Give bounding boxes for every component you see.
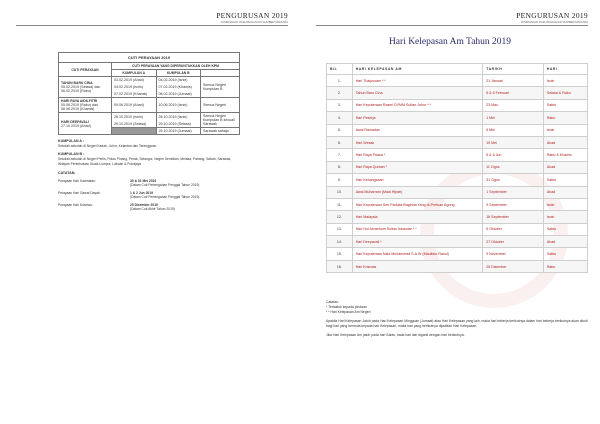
col-tarikh: TARIKH [483,64,544,75]
footnote-paragraph-2: Jika Hari Kelepasan Am jatuh pada hari Sabtu, tiada hari lain diganti dengan hari berikutnya. [326,332,465,337]
cell-day: Isnin [543,75,587,87]
table-row [327,87,588,99]
catatan-label: Perayaan Hari Krismas: [58,202,93,207]
table-row [327,161,588,173]
cell-date: 1 September [483,186,544,198]
table-row [327,260,588,272]
table-row [327,75,588,87]
cell-day: Selasa & Rabu [543,87,587,99]
kumpulan-notes [58,139,240,211]
cell-holiday-name: Hari Malaysia [352,211,483,223]
cell-b: 25.10.2019 (Jumaat) [156,128,201,135]
cell-day: Ahad [543,236,587,248]
table-row [327,248,588,260]
col-note [201,70,240,77]
kumpulan-b-title: KUMPULAN B : [58,152,85,157]
col-kumpulan-a: KUMPULAN A [112,70,157,77]
cell-holiday-name: Hari Keputeraan Rasmi DYMM Sultan Johor * * [352,99,483,111]
cell-bil: 8. [327,161,353,173]
table-row [327,236,588,248]
table-row [327,211,588,223]
cell-note: Semua Negeri [201,98,240,113]
header-title: PENGURUSAN 2019 [516,11,588,20]
cell-bil: 7. [327,149,353,161]
cell-date: 21 Januari [483,75,544,87]
cell-holiday-name: Hari Hol Almarhum Sultan Iskandar * * [352,223,483,235]
cell-note: Semua Negeri Kumpulan B [201,77,240,98]
cell-a: 07.02.2019 (Khamis) [114,92,148,96]
row-category-dates: 05.06.2019 (Rabu) dan 06.06.2019 (Khamis) [61,103,98,111]
header-divider [16,25,288,26]
footnote-paragraph-1: Apabila Hari Kelepasan Jatuh pada Hari Kelepasan Mingguan (Jumaat) atau Hari Kelepasan yang lain, maka hari bekerja berikutnya dalam hari bekerja berikutnya akan dicuti bagi hari yang bermula kepada hari Kelepasan, maka hari yang berikutnya dijadikan Hari Kelepasan. [326,319,588,329]
cuti-perayaan-scan [58,52,240,211]
catatan-sub: (Dalam Cuti Pertengahan Penggal Tahun 2019) [130,183,200,188]
cell-holiday-name: Hari Raya Puasa * [352,149,483,161]
catatan-value: 25 Disember 2019 [130,202,158,207]
cell-date: 9 November [483,248,544,260]
cell-bil: 6. [327,136,353,148]
row-category: TAHUN BARU CINA [61,81,93,85]
table-row [327,198,588,210]
cell-day: Ahad [543,161,587,173]
cell-day: Sabtu [543,223,587,235]
cell-day: Isnin [543,124,587,136]
catatan-title: CATATAN: [58,171,76,175]
cell-date: 25 Disember [483,260,544,272]
cell-holiday-name: Hari Keputeraan Nabi Muhammad S.A.W (Maulidur Rasul) [352,248,483,260]
row-category: HARI RAYA AIDILFITRI [61,99,98,103]
cell-b: 08.02.2019 (Jumaat) [158,92,192,96]
cell-bil: 1. [327,75,353,87]
cell-bil: 14. [327,236,353,248]
cell-day: Rabu [543,260,587,272]
cell-holiday-name: Awal Muharram (Maal Hijrah) [352,186,483,198]
cell-holiday-name: Hari Keputeraan Seri Paduka Baginda Yang di-Pertuan Agong [352,198,483,210]
kumpulan-a-title: KUMPULAN A : [58,139,85,143]
cell-holiday-name: Hari Thaipusam * * [352,75,483,87]
cell-a: 29.10.2019 (Selasa) [114,121,147,126]
cell-date: 5 Oktober [483,223,544,235]
footnote-1: * Tertakluk kepada pindaan [326,305,367,310]
cell-holiday-name: Awal Ramadan [352,124,483,136]
cell-bil: 16. [327,260,353,272]
cell-date: 11 Ogos [483,161,544,173]
cell-bil: 3. [327,99,353,111]
cell-bil: 5. [327,124,353,136]
cell-day: Sabtu [543,248,587,260]
cell-bil: 13. [327,223,353,235]
cell-date: 23 Mac [483,99,544,111]
cell-holiday-name: Hari Deepavali * [352,236,483,248]
table-row [327,112,588,124]
cell-b: 28.10.2019 (Isnin) [158,114,188,119]
col-cuti-perayaan: CUTI PERAYAAN [59,63,112,77]
cell-bil: 11. [327,198,353,210]
table-row [327,136,588,148]
cell-date: 5 & 6 Februari [483,87,544,99]
col-hari-kelepasan: HARI KELEPASAN AM [352,64,483,75]
table-row [327,223,588,235]
row-category: HARI DEEPAVALI [61,119,89,124]
cell-a: 03.02.2019 (Ahad) [114,78,144,82]
col-peruntukan: CUTI PERAYAAN YANG DIPERUNTUKKAN OLEH KPM [112,63,240,70]
cell-date: 27 Oktober [483,236,544,248]
cell-holiday-name: Hari Pekerja [352,112,483,124]
cell-day: Ahad [543,186,587,198]
table-row [327,174,588,186]
page-right [300,0,600,424]
cell-b: 07.02.2019 (Khamis) [158,85,192,89]
cell-a: 28.10.2019 (Isnin) [114,114,143,119]
cell-holiday-name: Hari Raya Qurban * [352,161,483,173]
cell-day: Ahad [543,136,587,148]
table-row [59,77,240,98]
footnote-2: * * Hari Kelepasan Am Negeri [326,310,371,315]
table-row [59,98,240,113]
row-category-dates: 05.02.2019 (Selasa) dan 06.02.2019 (Rabu) [61,85,101,93]
cell-date: 5 & 6 Jun [483,149,544,161]
catatan-sub: (Dalam Cuti Akhir Tahun 2019) [130,207,175,212]
cell-date: 31 Ogos [483,174,544,186]
cell-bil: 12. [327,211,353,223]
cell-holiday-name: Hari Wesak [352,136,483,148]
kumpulan-a-text: Sekolah-sekolah di Negeri Kedah, Johor, Kelantan dan Terengganu [58,143,157,148]
header-subtitle: DISEDIAKAN OLEH BAHAGIAN SUMBER MANUSIA [221,20,288,24]
catatan-value: 30 & 31 Mei 2019 [130,178,157,183]
col-bil: BIL [327,64,353,75]
cell-holiday-name: Hari Kebangsaan [352,174,483,186]
document-title: Hari Kelepasan Am Tahun 2019 [388,37,512,47]
catatan-label: Perayaan Hari Gawai Dayak: [58,190,101,195]
cuti-perayaan-table [58,52,240,135]
cell-day: Isnin [543,198,587,210]
catatan-value: 1 & 2 Jun 2019 [130,190,153,195]
catatan-label: Perayaan Hari Kaamatan: [58,178,96,183]
cell-bil: 4. [327,112,353,124]
cell-date: 19 Mei [483,136,544,148]
cell-b: 04.02.2019 (Isnin) [158,78,188,82]
catatan-title: Catatan: [326,300,339,304]
cell-bil: 9. [327,174,353,186]
col-hari: HARI [543,64,587,75]
cell-day: Sabtu [543,99,587,111]
holiday-table-body [327,75,588,273]
holiday-table [326,63,588,273]
cell-day: Rabu [543,112,587,124]
cell-a: 09.06.2019 (Ahad) [112,98,157,113]
footnotes [326,300,588,341]
table-row [327,124,588,136]
table-row [59,113,240,128]
cell-date: 9 September [483,198,544,210]
cell-note: Semua Negeri Kumpulan B kecuali Sarawak [201,113,240,128]
cell-bil: 2. [327,87,353,99]
header-title: PENGURUSAN 2019 [216,11,288,20]
cell-holiday-name: Tahun Baru Cina [352,87,483,99]
cell-b: 29.10.2019 (Selasa) [158,121,191,126]
row-category-dates: 27.10.2019 (Ahad) [61,123,91,128]
kumpulan-b-text: Sekolah-sekolah di Negeri Perlis, Pulau Pinang, Perak, Selangor, Negeri Sembilan, Melaka, Pahang, Sabah, Sarawak, Wilayah Persekutuan Kuala Lumpur, Labuan & Putrajaya [58,157,232,166]
cell-date: 6 Mei [483,124,544,136]
cell-day: Sabtu [543,174,587,186]
cell-grey [112,128,157,135]
table-row [327,186,588,198]
cell-note: Sarawak sahaja [201,128,240,135]
cell-day: Rabu & Khamis [543,149,587,161]
cell-holiday-name: Hari Krismas [352,260,483,272]
table-title: CUTI PERAYAAN 2019 [59,53,240,63]
col-kumpulan-b: KUMPULAN B [156,70,201,77]
cell-bil: 10. [327,186,353,198]
cell-b: 10.06.2019 (Isnin) [156,98,201,113]
cell-date: 1 Mei [483,112,544,124]
header-divider [316,25,588,26]
table-row [327,149,588,161]
cell-bil: 15. [327,248,353,260]
cell-a: 04.02.2019 (Isnin) [114,85,143,89]
catatan-sub: (Dalam Cuti Pertengahan Penggal Tahun 2019) [130,195,200,200]
table-row [327,99,588,111]
cell-day: Isnin [543,211,587,223]
header-subtitle: DISEDIAKAN OLEH BAHAGIAN SUMBER MANUSIA [521,20,588,24]
cell-date: 16 September [483,211,544,223]
